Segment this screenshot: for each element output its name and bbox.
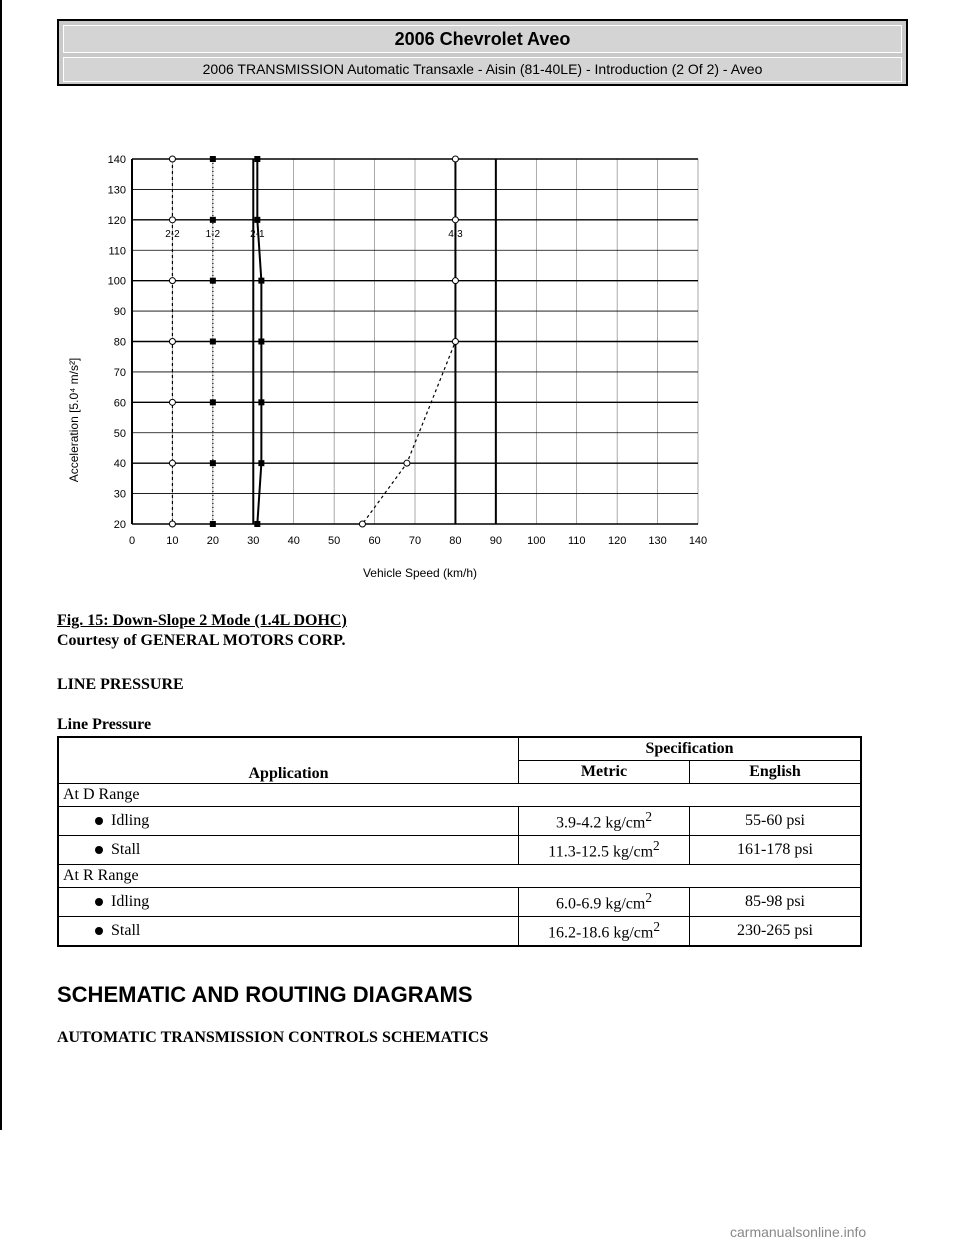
x-tick-label: 70: [408, 535, 422, 547]
x-tick-label: 100: [527, 535, 546, 547]
item-name: Idling: [111, 893, 150, 910]
data-point: [258, 460, 264, 466]
y-tick-label: 80: [113, 336, 126, 349]
bullet-icon: [95, 927, 103, 935]
schematic-subheading: AUTOMATIC TRANSMISSION CONTROLS SCHEMATICS: [57, 1029, 489, 1046]
item-metric: 16.2-18.6 kg/cm: [548, 924, 654, 942]
item-english: 161-178 psi: [690, 836, 862, 865]
item-english: 230-265 psi: [690, 917, 862, 947]
data-point: [254, 156, 260, 162]
schematic-heading: SCHEMATIC AND ROUTING DIAGRAMS: [57, 982, 473, 1007]
table-row: [58, 836, 861, 865]
x-tick-label: 80: [449, 535, 462, 547]
group-label: At D Range: [58, 784, 861, 807]
data-point: [452, 156, 458, 162]
header-specification: Specification: [519, 737, 862, 761]
x-tick-label: 90: [489, 535, 502, 547]
y-tick-label: 100: [107, 275, 126, 288]
y-tick-label: 90: [113, 306, 126, 319]
data-point: [169, 399, 175, 405]
data-point: [258, 399, 264, 405]
x-tick-label: 110: [567, 535, 586, 547]
y-tick-label: 120: [107, 214, 126, 227]
watermark: carmanualsonline.info: [730, 1224, 867, 1240]
bullet-icon: [95, 817, 103, 825]
chart-svg: [60, 140, 720, 580]
data-point: [254, 217, 260, 223]
x-tick-label: 40: [287, 535, 300, 547]
line-pressure-section-label: LINE PRESSURE: [57, 676, 184, 693]
page-left-border: [0, 0, 2, 1130]
item-name: Stall: [111, 841, 141, 858]
data-point: [169, 156, 175, 162]
item-metric-exponent: 2: [645, 809, 652, 825]
x-tick-label: 50: [328, 535, 341, 547]
x-tick-label: 140: [688, 535, 708, 547]
bullet-icon: [95, 846, 103, 854]
group-label: At R Range: [58, 865, 861, 888]
data-point: [169, 521, 175, 527]
data-point: [452, 217, 458, 223]
y-tick-label: 40: [113, 458, 126, 471]
x-tick-label: 120: [607, 535, 627, 547]
item-metric-exponent: 2: [645, 890, 652, 906]
chart-grid: [132, 159, 698, 524]
series-label-2-2: 2-2: [165, 228, 180, 240]
data-point: [254, 521, 260, 527]
series-label-4-3: 4-3: [448, 228, 463, 240]
data-point: [404, 460, 410, 466]
series-label-2-1: 2-1: [250, 228, 265, 240]
document-header: [57, 19, 908, 86]
y-tick-label: 140: [107, 154, 126, 166]
item-name: Stall: [111, 922, 141, 939]
x-axis-label: Vehicle Speed (km/h): [362, 566, 478, 580]
y-tick-label: 130: [107, 184, 126, 197]
data-point: [452, 339, 458, 345]
shift-pattern-chart: [60, 140, 720, 585]
bullet-icon: [95, 898, 103, 906]
table-row: [58, 888, 861, 917]
x-tick-label: 60: [368, 535, 381, 547]
header-metric: Metric: [519, 761, 690, 784]
line-pressure-table-title: Line Pressure: [57, 716, 152, 733]
data-point: [359, 521, 365, 527]
x-tick-label: 130: [648, 535, 667, 547]
data-point: [169, 278, 175, 284]
y-tick-label: 30: [113, 488, 126, 501]
y-tick-label: 110: [108, 245, 126, 258]
header-application: Application: [58, 737, 519, 784]
line-pressure-table: [57, 736, 862, 947]
y-tick-label: 20: [113, 519, 126, 531]
item-english: 55-60 psi: [690, 807, 862, 836]
figure-credit: Courtesy of GENERAL MOTORS CORP.: [57, 632, 346, 649]
y-axis-label: Acceleration [5.0⁴ m/s²]: [67, 357, 81, 483]
data-point: [210, 399, 216, 405]
series-label-1-2: 1-2: [205, 228, 221, 240]
item-metric-exponent: 2: [653, 838, 660, 854]
figure-title: Fig. 15: Down-Slope 2 Mode (1.4L DOHC): [57, 612, 347, 629]
header-english: English: [690, 761, 862, 784]
data-point: [169, 460, 175, 466]
figure-caption: [57, 611, 347, 651]
data-point: [210, 278, 216, 284]
y-tick-label: 70: [113, 366, 126, 379]
item-metric-exponent: 2: [653, 919, 660, 935]
y-tick-label: 50: [113, 427, 126, 440]
data-point: [258, 278, 264, 284]
item-metric: 11.3-12.5 kg/cm: [548, 843, 654, 861]
y-tick-label: 60: [113, 397, 126, 410]
x-tick-label: 10: [166, 535, 179, 547]
item-english: 85-98 psi: [690, 888, 862, 917]
header-title: 2006 Chevrolet Aveo: [63, 25, 902, 53]
data-point: [210, 460, 216, 466]
data-point: [210, 521, 216, 527]
data-point: [258, 339, 264, 345]
data-point: [210, 217, 216, 223]
item-name: Idling: [111, 812, 150, 829]
x-tick-label: 0: [128, 535, 136, 547]
table-row: [58, 917, 861, 947]
data-point: [169, 339, 175, 345]
x-tick-label: 30: [247, 535, 260, 547]
data-point: [452, 278, 458, 284]
table-row: [58, 807, 861, 836]
header-subtitle: 2006 TRANSMISSION Automatic Transaxle - Aisin (81-40LE) - Introduction (2 Of 2) - Aveo: [63, 57, 902, 82]
data-point: [210, 339, 216, 345]
data-point: [169, 217, 175, 223]
data-point: [210, 156, 216, 162]
item-metric: 3.9-4.2 kg/cm: [556, 814, 646, 832]
item-metric: 6.0-6.9 kg/cm: [556, 895, 646, 913]
x-tick-label: 20: [206, 535, 219, 547]
